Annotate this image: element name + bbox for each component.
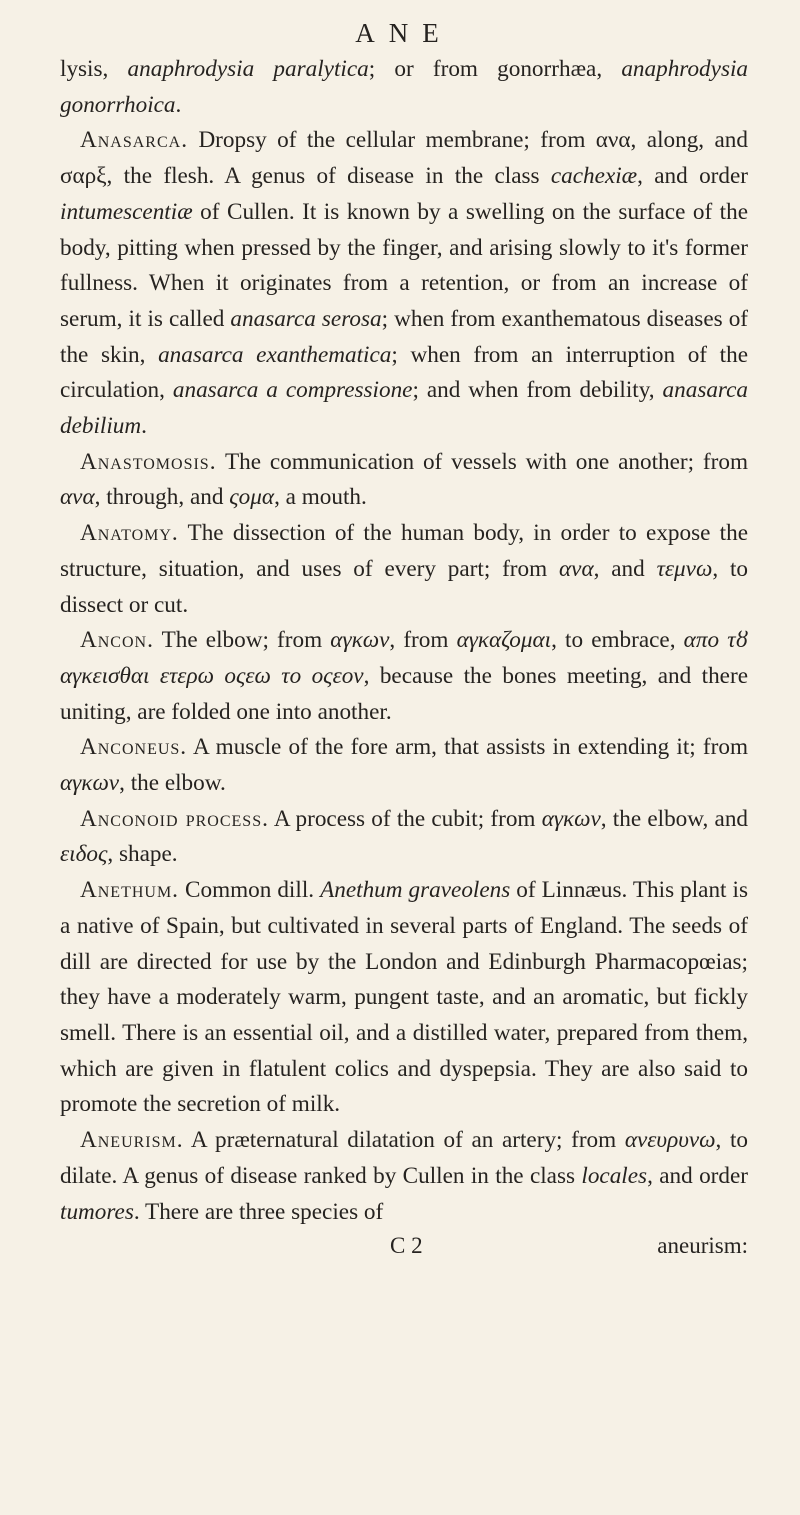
- italic-term: cachexiæ: [550, 163, 638, 190]
- italic-term: anasarca serosa: [230, 305, 382, 332]
- italic-term: ςομα: [229, 484, 275, 511]
- entry-headword: Anethum.: [80, 877, 179, 904]
- entry-text: , and order: [637, 163, 749, 190]
- entry-headword: Anatomy.: [80, 520, 179, 547]
- entry-text: , because the bones meeting, and there uniting, are folded one into another.: [60, 662, 748, 725]
- entry-text: .: [175, 91, 182, 118]
- entry-text: of Cullen. It is known by a swelling on the surface of the body, pitting when pressed by the finger, and arising slowly to it's former fullness. When it originates from a retention, or from an increase of serum, it is called: [60, 198, 748, 332]
- entry-headword: Anconoid process.: [80, 805, 269, 832]
- entry-text: , from: [389, 627, 457, 654]
- entry-text: The dissection of the human body, in order to expose the structure, situation, and uses of every part; from: [60, 520, 748, 582]
- entry-headword: Aneurism.: [80, 1127, 184, 1154]
- dictionary-entry: [60, 516, 748, 623]
- italic-term: τεμνω: [656, 555, 713, 582]
- italic-term: anasarca debilium: [60, 377, 748, 440]
- dictionary-entry: [60, 623, 748, 730]
- italic-term: anaphrodysia gonorrhoica: [60, 56, 748, 118]
- entry-text: The elbow; from: [153, 627, 331, 654]
- italic-term: αγκων: [60, 770, 120, 797]
- entry-headword: Anconeus.: [80, 734, 188, 761]
- entry-headword: Anastomosis.: [80, 448, 217, 475]
- entry-text: , and: [593, 555, 657, 582]
- entry-text: Dropsy of the cellular membrane; from ανα, along, and σαρξ, the flesh. A genus of disease in the class: [60, 127, 748, 190]
- entry-text: . There are three species of: [133, 1198, 384, 1225]
- dictionary-entry: [60, 123, 748, 444]
- entry-text: ; or from gonorrhæa,: [368, 56, 622, 82]
- entry-text: The communication of vessels with one another; from: [216, 448, 748, 475]
- entry-text: lysis,: [60, 56, 128, 82]
- entry-text: A præternatural dilatation of an artery; from: [183, 1127, 625, 1154]
- entry-text: A muscle of the fore arm, that assists in extending it; from: [187, 734, 748, 761]
- italic-term: ειδος: [60, 841, 108, 868]
- entry-text: Common dill.: [178, 877, 321, 904]
- signature-mark: C 2: [390, 1233, 423, 1259]
- entry-text: , shape.: [107, 841, 178, 868]
- dictionary-entry: [60, 730, 748, 801]
- entry-text: ; and when from debility,: [412, 377, 663, 404]
- italic-term: anasarca a compressione: [172, 377, 413, 404]
- running-head: ANE: [355, 18, 453, 48]
- italic-term: απο τȣ αγκεισθαι ετερω οςεω το οςεον: [60, 627, 749, 689]
- italic-term: intumescentiæ: [60, 198, 193, 225]
- entry-headword: Ancon.: [80, 627, 154, 654]
- dictionary-entry: [60, 445, 748, 516]
- entry-text: , to dilate. A genus of disease ranked by Cullen in the class: [60, 1127, 748, 1189]
- italic-term: αγκαζομαι: [456, 627, 552, 654]
- entry-text: .: [141, 413, 147, 440]
- italic-term: locales: [581, 1162, 648, 1189]
- italic-term: anaphrodysia paralytica: [127, 56, 369, 82]
- dictionary-entry: [60, 873, 748, 1123]
- entry-text: , a mouth.: [274, 484, 367, 511]
- italic-term: tumores: [60, 1198, 134, 1225]
- entry-text: ; when from exanthematous diseases of the skin,: [60, 305, 749, 368]
- entry-text: , to embrace,: [551, 627, 684, 654]
- italic-term: αγκων: [541, 805, 601, 832]
- entry-text: A process of the cubit; from: [268, 805, 542, 832]
- entry-text: of Linnæus. This plant is a native of Spain, but cultivated in several parts of England. The seeds of dill are directed for use by the London and Edinburgh Pharmacopœias; they have a moderately warm, pungent taste, and an aromatic, but fickly smell. There is an essential oil, and a distilled water, prepared from them, which are given in flatulent colics and dyspepsia. They are also said to promote the secretion of milk.: [60, 877, 748, 1118]
- entry-text: , the elbow, and: [600, 805, 749, 832]
- entry-text: , through, and: [94, 484, 230, 511]
- italic-term: Anethum graveolens: [320, 877, 511, 904]
- entry-text: , to dissect or cut.: [60, 555, 748, 618]
- entry-text: , and order: [647, 1162, 749, 1189]
- page-footer: [60, 1230, 748, 1262]
- dictionary-entry: [60, 1123, 748, 1230]
- entry-headword: Anasarca.: [80, 127, 189, 154]
- italic-term: ανα: [60, 484, 95, 511]
- italic-term: ανα: [559, 555, 594, 582]
- italic-term: anasarca exanthematica: [158, 341, 392, 368]
- entry-continuation: [60, 52, 748, 123]
- entry-text: ; when from an interruption of the circulation,: [60, 341, 749, 404]
- italic-term: ανευρυνω: [624, 1127, 716, 1154]
- page-body: [60, 52, 748, 1230]
- dictionary-entry: [60, 802, 748, 873]
- entry-text: , the elbow.: [119, 770, 226, 797]
- italic-term: αγκων: [330, 627, 390, 654]
- catchword: aneurism:: [657, 1233, 748, 1259]
